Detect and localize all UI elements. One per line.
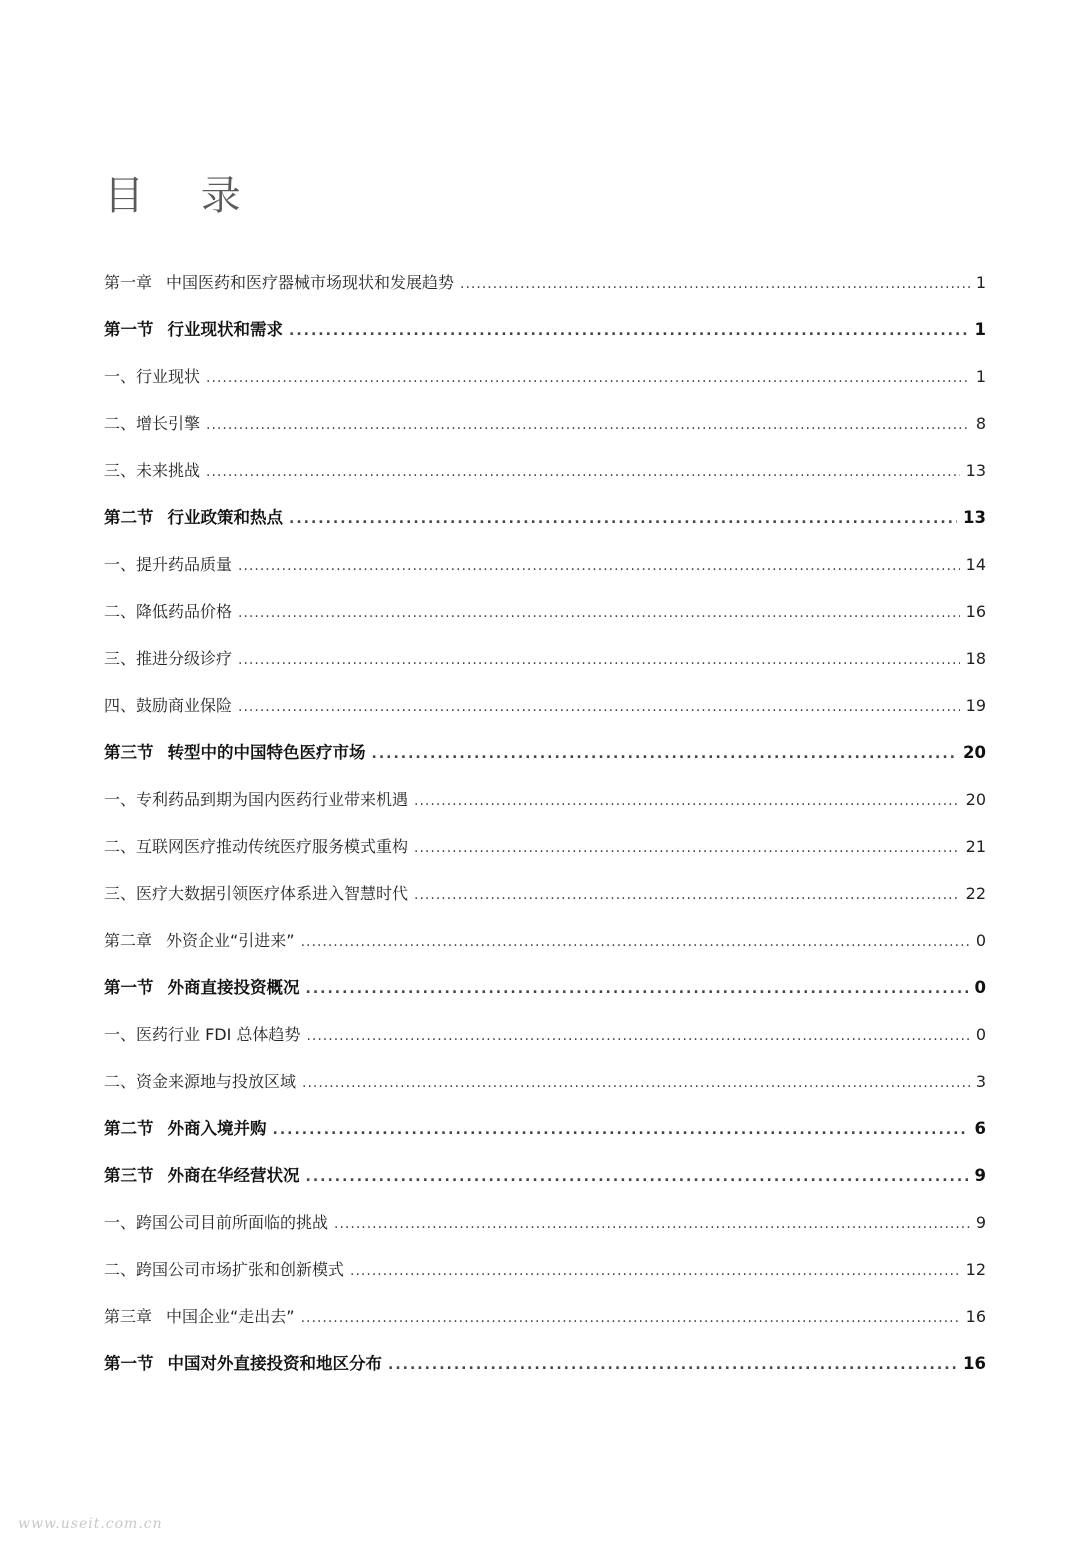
toc-page-number: 14: [965, 555, 986, 574]
toc-entry-number: 一、: [104, 1025, 137, 1044]
toc-entry-number: 三、: [104, 649, 137, 668]
toc-page-number: 21: [965, 837, 986, 856]
toc-entry-title: 外商在华经营状况: [167, 1166, 300, 1185]
toc-entry-number: 第三节: [104, 743, 154, 762]
toc-entry-number: 第一节: [104, 1354, 154, 1373]
toc-page-number: 20: [965, 790, 986, 809]
toc-dot-leader: [238, 637, 960, 684]
toc-entry[interactable]: [104, 682, 986, 729]
toc-dot-leader: [302, 1060, 970, 1107]
toc-entry-title: 资金来源地与投放区域: [136, 1072, 297, 1091]
toc-page-number: 16: [963, 1354, 986, 1373]
toc-entry-title: 行业现状和需求: [167, 320, 283, 339]
toc-dot-leader: [238, 543, 960, 590]
toc-page-number: 0: [975, 1025, 986, 1044]
toc-entry-number: 三、: [104, 461, 137, 480]
toc-dot-leader: [414, 872, 960, 919]
toc-entry-title: 降低药品价格: [136, 602, 233, 621]
toc-entry-number: 第一章: [104, 273, 153, 292]
toc-entry-number: 第一节: [104, 978, 154, 997]
toc-dot-leader: [460, 261, 970, 308]
toc-entry-number: 二、: [104, 1072, 137, 1091]
toc-dot-leader: [414, 778, 960, 825]
toc-entry[interactable]: [104, 588, 986, 635]
toc-dot-leader: [306, 1154, 969, 1201]
toc-section-entry[interactable]: [104, 306, 986, 353]
toc-entry[interactable]: [104, 400, 986, 447]
toc-dot-leader: [306, 1013, 969, 1060]
toc-entry-number: 二、: [104, 1260, 137, 1279]
toc-entry-number: 第一节: [104, 320, 154, 339]
toc-dot-leader: [289, 308, 969, 355]
toc-entry-title: 中国对外直接投资和地区分布: [167, 1354, 382, 1373]
toc-entry-number: 四、: [104, 696, 137, 715]
toc-page-number: 16: [965, 1307, 986, 1326]
toc-entry[interactable]: [104, 447, 986, 494]
toc-entry-title: 跨国公司市场扩张和创新模式: [136, 1260, 345, 1279]
toc-entry-number: 三、: [104, 884, 137, 903]
toc-page-number: 19: [965, 696, 986, 715]
toc-entry-title: 提升药品质量: [136, 555, 233, 574]
toc-dot-leader: [414, 825, 960, 872]
toc-page-number: 6: [974, 1119, 986, 1138]
toc-page-number: 0: [975, 931, 986, 950]
toc-dot-leader: [289, 496, 957, 543]
toc-entry-title: 医药行业 FDI 总体趋势: [136, 1025, 301, 1044]
toc-entry[interactable]: [104, 1199, 986, 1246]
toc-entry-title: 未来挑战: [136, 461, 201, 480]
toc-entry-number: 第二节: [104, 1119, 154, 1138]
toc-entry-title: 外资企业“引进来”: [166, 931, 295, 950]
toc-entry-title: 专利药品到期为国内医药行业带来机遇: [136, 790, 409, 809]
toc-page-number: 22: [965, 884, 986, 903]
toc-entry-number: 一、: [104, 555, 137, 574]
toc-entry-number: 一、: [104, 367, 137, 386]
toc-entry-title: 行业现状: [136, 367, 201, 386]
toc-dot-leader: [301, 919, 970, 966]
toc-entry-title: 外商直接投资概况: [167, 978, 300, 997]
toc-entry-number: 第三节: [104, 1166, 154, 1185]
toc-entry[interactable]: [104, 776, 986, 823]
toc-page-number: 20: [963, 743, 986, 762]
toc-entry-number: 二、: [104, 414, 137, 433]
toc-entry[interactable]: [104, 1058, 986, 1105]
toc-dot-leader: [238, 590, 960, 637]
toc-entry-number: 二、: [104, 602, 137, 621]
toc-entry-title: 中国企业“走出去”: [166, 1307, 295, 1326]
toc-entry-title: 转型中的中国特色医疗市场: [167, 743, 366, 762]
toc-dot-leader: [350, 1248, 960, 1295]
toc-entry[interactable]: [104, 1293, 986, 1340]
toc-section-entry[interactable]: [104, 729, 986, 776]
toc-page-number: 1: [975, 367, 986, 386]
toc-section-entry[interactable]: [104, 494, 986, 541]
toc-section-entry[interactable]: [104, 1152, 986, 1199]
toc-entry[interactable]: [104, 541, 986, 588]
toc-dot-leader: [334, 1201, 970, 1248]
toc-page-number: 13: [963, 508, 986, 527]
toc-entry-number: 第三章: [104, 1307, 153, 1326]
toc-entry[interactable]: [104, 635, 986, 682]
watermark: www.useit.com.cn: [18, 1516, 163, 1532]
toc-page-number: 1: [975, 273, 986, 292]
toc-entry-title: 鼓励商业保险: [136, 696, 233, 715]
toc-section-entry[interactable]: [104, 1105, 986, 1152]
toc-entry-title: 医疗大数据引领医疗体系进入智慧时代: [136, 884, 409, 903]
toc-page-number: 8: [975, 414, 986, 433]
toc-entry-title: 推进分级诊疗: [136, 649, 233, 668]
toc-entry[interactable]: [104, 1246, 986, 1293]
toc-entry-number: 第二章: [104, 931, 153, 950]
toc-entry[interactable]: [104, 917, 986, 964]
toc-page-number: 9: [974, 1166, 986, 1185]
toc-dot-leader: [306, 966, 969, 1013]
toc-page-number: 13: [965, 461, 986, 480]
toc-dot-leader: [206, 355, 970, 402]
toc-entry[interactable]: [104, 823, 986, 870]
toc-page-number: 3: [975, 1072, 986, 1091]
toc-section-entry[interactable]: [104, 1340, 986, 1387]
toc-entry-number: 第二节: [104, 508, 154, 527]
toc-entry-title: 增长引擎: [136, 414, 201, 433]
toc-page-number: 18: [965, 649, 986, 668]
toc-page-number: 9: [975, 1213, 986, 1232]
toc-entry-number: 一、: [104, 1213, 137, 1232]
toc-entry[interactable]: [104, 1011, 986, 1058]
toc-entry-title: 互联网医疗推动传统医疗服务模式重构: [136, 837, 409, 856]
toc-entry-title: 跨国公司目前所面临的挑战: [136, 1213, 329, 1232]
toc-dot-leader: [372, 731, 958, 778]
table-of-contents: [104, 259, 986, 1387]
toc-entry-number: 一、: [104, 790, 137, 809]
page-title: 目 录: [104, 173, 263, 219]
toc-entry-title: 行业政策和热点: [167, 508, 283, 527]
toc-dot-leader: [273, 1107, 969, 1154]
toc-dot-leader: [301, 1295, 960, 1342]
toc-entry[interactable]: [104, 870, 986, 917]
toc-entry-number: 二、: [104, 837, 137, 856]
toc-page-number: 12: [965, 1260, 986, 1279]
toc-page-number: 1: [974, 320, 986, 339]
toc-dot-leader: [206, 402, 970, 449]
toc-dot-leader: [238, 684, 960, 731]
toc-entry-title: 外商入境并购: [167, 1119, 267, 1138]
toc-page-number: 16: [965, 602, 986, 621]
toc-dot-leader: [388, 1342, 957, 1389]
toc-entry[interactable]: [104, 353, 986, 400]
toc-section-entry[interactable]: [104, 964, 986, 1011]
toc-entry[interactable]: [104, 259, 986, 306]
toc-page-number: 0: [974, 978, 986, 997]
toc-entry-title: 中国医药和医疗器械市场现状和发展趋势: [166, 273, 455, 292]
toc-dot-leader: [206, 449, 960, 496]
